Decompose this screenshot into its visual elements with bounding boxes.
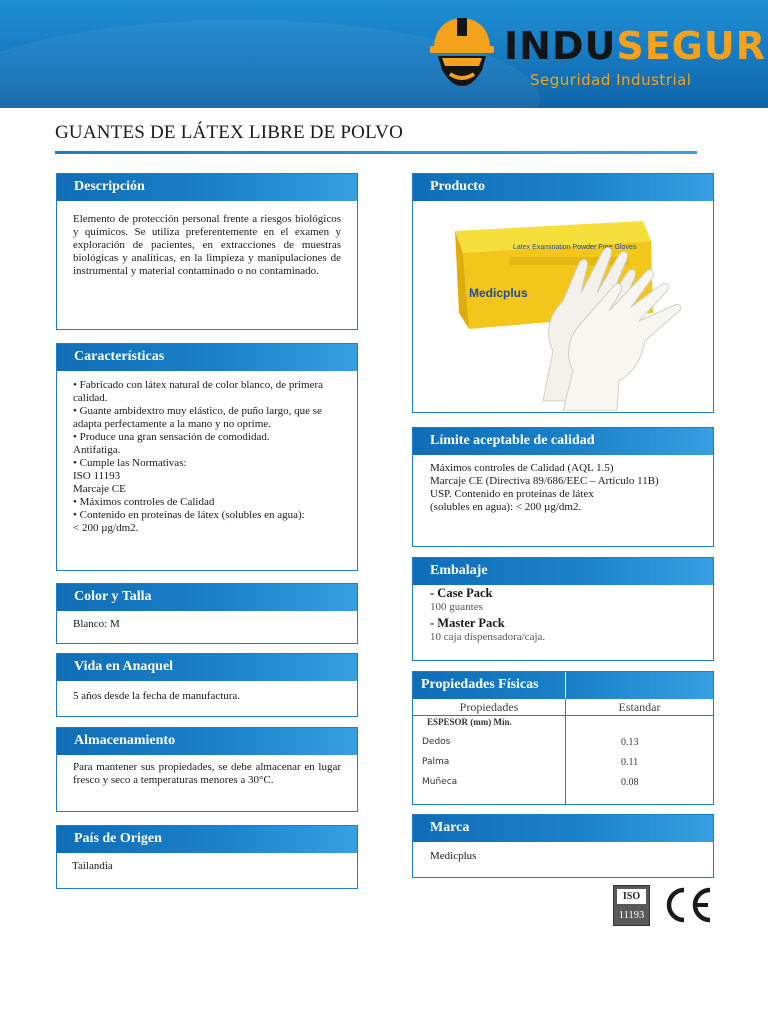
list-item: • Cumple las Normativas: [73, 457, 187, 469]
producto-heading: Producto [413, 174, 713, 201]
marca-text: Medicplus [430, 850, 477, 862]
brand-name-part1: INDU [504, 24, 617, 68]
column-divider [565, 699, 566, 805]
box-label: Latex Examination Powder Free Gloves [513, 244, 637, 251]
espesor-subheading: ESPESOR (mm) Mín. [427, 717, 512, 727]
list-item: (solubles en agua): < 200 µg/dm2. [430, 501, 582, 513]
limite-calidad-heading: Límite aceptable de calidad [413, 428, 713, 455]
caracteristicas-list [57, 371, 357, 543]
almacenamiento-card [56, 727, 358, 812]
color-talla-heading: Color y Talla [57, 584, 357, 611]
pais-origen-heading: País de Origen [57, 826, 357, 853]
embalaje-heading: Embalaje [413, 558, 713, 585]
descripcion-card [56, 173, 358, 330]
descripcion-text: Elemento de protección personal frente a riesgos biológicos y químicos. Se utiliza preferentemente en el examen y exploración de pacientes, en extracciones de muestras biológicas y analíticas, en la limpieza y manipulaciones de instrumental y material contaminado o no contaminado. [73, 213, 341, 277]
product-image [413, 201, 713, 411]
list-item: Marcaje CE (Directiva 89/686/EEC – Artículo 11B) [430, 475, 659, 487]
list-item: < 200 µg/dm2. [73, 522, 139, 534]
master-pack-detail: 10 caja dispensadora/caja. [430, 631, 546, 643]
producto-card [412, 173, 714, 413]
marca-card [412, 814, 714, 878]
row-name: Dedos [422, 737, 451, 747]
brand-name [504, 26, 766, 66]
limite-calidad-list [413, 455, 713, 521]
header-banner [0, 0, 768, 108]
caracteristicas-card [56, 343, 358, 571]
list-item: USP. Contenido en proteínas de látex [430, 488, 594, 500]
vida-anaquel-heading: Vida en Anaquel [57, 654, 357, 681]
color-talla-text: Blanco: M [73, 618, 120, 630]
list-item: • Fabricado con látex natural de color blanco, de primera calidad. [73, 379, 324, 404]
row-name: Muñeca [422, 777, 458, 787]
iso-label: ISO [617, 889, 646, 904]
caracteristicas-heading: Características [57, 344, 357, 371]
col-estandar: Estandar [618, 700, 661, 714]
list-item: ISO 11193 [73, 470, 121, 482]
box-brand: Medicplus [469, 286, 528, 300]
list-item: • Máximos controles de Calidad [73, 496, 215, 508]
master-pack-title: - Master Pack [430, 616, 505, 630]
embalaje-list [413, 585, 713, 647]
iso-certification-badge [613, 885, 650, 926]
ce-mark-icon [660, 884, 716, 926]
propiedades-column-headers [413, 699, 713, 716]
row-value: 0.13 [621, 737, 639, 748]
row-value: 0.08 [621, 777, 639, 788]
descripcion-heading: Descripción [57, 174, 357, 201]
brand-logo [426, 14, 766, 98]
brand-name-part2: SEGUR [616, 24, 766, 68]
pais-origen-card [56, 825, 358, 889]
title-divider [55, 151, 697, 154]
limite-calidad-card [412, 427, 714, 547]
header-divider [565, 672, 566, 699]
almacenamiento-heading: Almacenamiento [57, 728, 357, 755]
propiedades-heading: Propiedades Físicas [421, 677, 539, 692]
list-item: Antifatiga. [73, 444, 121, 456]
case-pack-detail: 100 guantes [430, 601, 483, 613]
list-item: Marcaje CE [73, 483, 126, 495]
vida-anaquel-text: 5 años desde la fecha de manufactura. [73, 690, 241, 702]
iso-number: 11193 [618, 910, 645, 921]
page-title: GUANTES DE LÁTEX LIBRE DE POLVO [55, 122, 404, 143]
list-item: • Contenido en proteínas de látex (solubles en agua): [73, 509, 305, 521]
marca-heading: Marca [413, 815, 713, 842]
case-pack-title: - Case Pack [430, 586, 493, 600]
hardhat-face-icon [426, 14, 498, 94]
pais-origen-text: Tailandia [72, 860, 113, 872]
vida-anaquel-card [56, 653, 358, 717]
propiedades-table [412, 671, 714, 805]
almacenamiento-text: Para mantener sus propiedades, se debe almacenar en lugar fresco y seco a temperaturas menores a 30°C. [73, 761, 341, 786]
brand-tagline: Seguridad Industrial [530, 71, 692, 89]
propiedades-header [413, 672, 713, 699]
list-item: • Guante ambidextro muy elástico, de puño largo, que se adapta perfectamente a la mano y no oprime. [73, 405, 322, 430]
list-item: • Produce una gran sensación de comodidad. [73, 431, 270, 443]
col-propiedades: Propiedades [459, 700, 519, 714]
row-name: Palma [422, 757, 450, 767]
embalaje-card [412, 557, 714, 661]
list-item: Máximos controles de Calidad (AQL 1.5) [430, 462, 614, 474]
color-talla-card [56, 583, 358, 644]
row-value: 0.11 [621, 757, 639, 768]
